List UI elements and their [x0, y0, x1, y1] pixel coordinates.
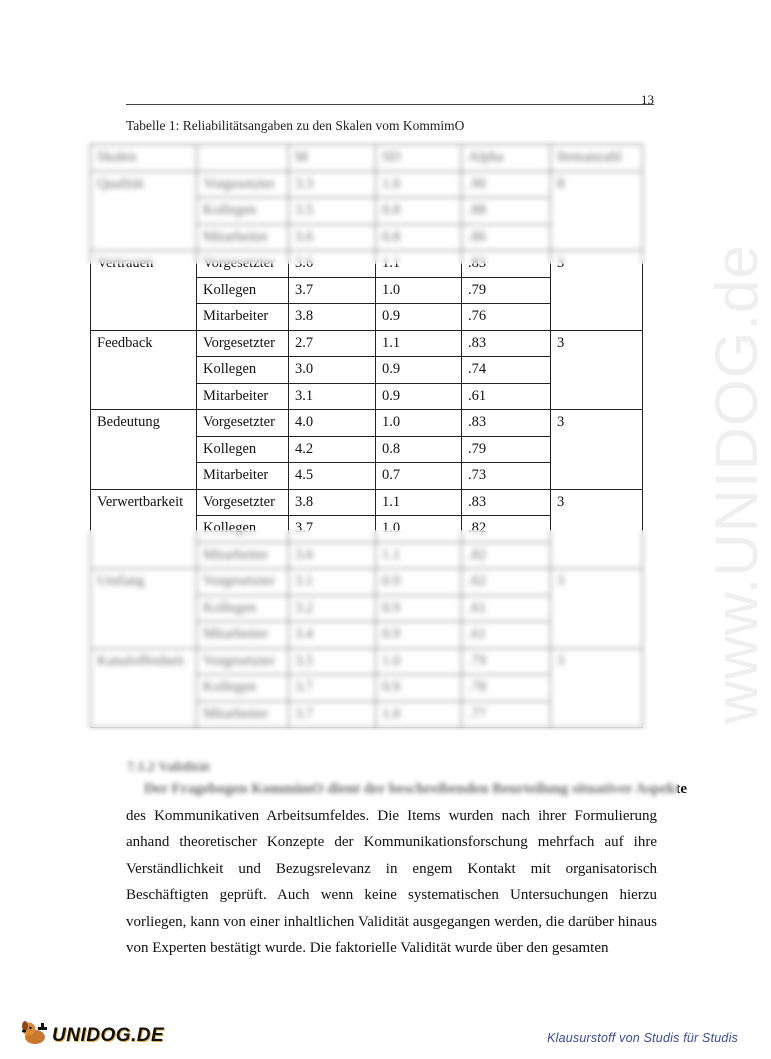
scale-name-cell: Kanaloffenheit	[91, 648, 197, 728]
mean-cell: 3.1	[289, 569, 376, 596]
item-count-cell: 8	[551, 171, 643, 251]
rater-cell: Vorgesetzter	[197, 410, 289, 437]
sd-cell: 1.1	[376, 542, 462, 569]
paragraph-line: Beschäftigten geprüft. Auch wenn keine systematischen Untersuchungen hierzu	[126, 887, 657, 903]
paragraph-line: des Kommunikativen Arbeitsumfeldes. Die Items wurden nach ihrer Formulierung	[126, 807, 657, 824]
mean-cell: 3.5	[289, 648, 376, 675]
scale-name-cell: Umfang	[91, 569, 197, 649]
sd-cell: 1.0	[376, 410, 462, 437]
section-heading: 7.1.2 Validität	[127, 760, 210, 775]
paragraph-line: Der Fragebogen KommimO dient der beschreibenden Beurteilung situativer Aspekte	[144, 781, 688, 797]
alpha-cell: .83	[462, 410, 551, 437]
alpha-cell: .74	[462, 357, 551, 384]
sd-cell: 1.0	[376, 701, 462, 728]
table-row	[91, 330, 643, 357]
scale-name-cell: Qualität	[91, 171, 197, 251]
rater-cell: Kollegen	[197, 436, 289, 463]
blur-overlay-bottom	[82, 530, 652, 730]
header-cell-sd: SD	[376, 145, 462, 172]
paragraph-line: anhand theoretischer Konzepte der Kommunikationsforschung mehrfach auf ihre	[126, 834, 657, 850]
sd-cell: 0.8	[376, 436, 462, 463]
alpha-cell: .79	[462, 648, 551, 675]
dog-mascot-icon	[20, 1018, 50, 1046]
rater-cell: Vorgesetzter	[197, 330, 289, 357]
rater-cell: Vorgesetzter	[197, 489, 289, 516]
mean-cell: 3.6	[289, 542, 376, 569]
item-count-cell: 3	[551, 489, 643, 569]
mean-cell: 4.0	[289, 410, 376, 437]
scale-name-cell: Verwertbarkeit	[91, 489, 197, 569]
scale-name-cell: Bedeutung	[91, 410, 197, 490]
item-count-cell: 3	[551, 251, 643, 331]
alpha-cell: .82	[462, 516, 551, 543]
sd-cell: 0.9	[376, 383, 462, 410]
sd-cell: 0.9	[376, 357, 462, 384]
table-row	[91, 410, 643, 437]
alpha-cell: .61	[462, 622, 551, 649]
alpha-cell: .62	[462, 569, 551, 596]
alpha-cell: .76	[462, 304, 551, 331]
rater-cell: Mitarbeiter	[197, 463, 289, 490]
rater-cell: Kollegen	[197, 675, 289, 702]
alpha-cell: .78	[462, 675, 551, 702]
alpha-cell: .77	[462, 701, 551, 728]
item-count-cell: 3	[551, 410, 643, 490]
table-row	[91, 489, 643, 516]
mean-cell: 3.7	[289, 701, 376, 728]
sd-cell: 0.7	[376, 463, 462, 490]
alpha-cell: .61	[462, 595, 551, 622]
mean-cell: 3.6	[289, 251, 376, 278]
header-cell-scale: Skalen	[91, 145, 197, 172]
mean-cell: 3.1	[289, 383, 376, 410]
alpha-cell: .86	[462, 224, 551, 251]
mean-cell: 3.6	[289, 224, 376, 251]
rater-cell: Kollegen	[197, 277, 289, 304]
mean-cell: 3.5	[289, 198, 376, 225]
sd-cell: 1.0	[376, 516, 462, 543]
blur-overlay-top	[82, 140, 652, 264]
scale-name-cell: Feedback	[91, 330, 197, 410]
footer-tagline: Klausurstoff von Studis für Studis	[547, 1031, 738, 1045]
item-count-cell: 3	[551, 648, 643, 728]
header-rule	[126, 104, 654, 105]
header-cell-items: Itemanzahl	[551, 145, 643, 172]
scale-name-cell: Vertrauen	[91, 251, 197, 331]
mean-cell: 3.7	[289, 516, 376, 543]
blur-overlay-text	[118, 752, 688, 802]
paragraph-line: vorliegen, kann von einer inhaltlichen Validität ausgegangen werden, die darüber hinaus	[126, 913, 657, 930]
mean-cell: 3.8	[289, 489, 376, 516]
table-caption: Tabelle 1: Reliabilitätsangaben zu den Skalen vom KommimO	[126, 118, 465, 133]
rater-cell: Vorgesetzter	[197, 569, 289, 596]
alpha-cell: .61	[462, 383, 551, 410]
alpha-cell: .83	[462, 489, 551, 516]
item-count-cell: 3	[551, 330, 643, 410]
paragraph-line: von Experten bestätigt wurde. Die faktorielle Validität wurde über den gesamten	[126, 940, 609, 956]
body-paragraph	[126, 776, 688, 962]
alpha-cell: .88	[462, 198, 551, 225]
page-number: 13	[641, 92, 654, 107]
item-count-cell: 3	[551, 569, 643, 649]
sd-cell: 1.0	[376, 277, 462, 304]
site-watermark: www.UNIDOG.de	[703, 244, 770, 724]
rater-cell: Vorgesetzter	[197, 171, 289, 198]
sd-cell: 0.9	[376, 595, 462, 622]
alpha-cell: .83	[462, 330, 551, 357]
rater-cell: Mitarbeiter	[197, 622, 289, 649]
sd-cell: 1.1	[376, 251, 462, 278]
rater-cell: Mitarbeiter	[197, 542, 289, 569]
alpha-cell: .82	[462, 542, 551, 569]
rater-cell: Mitarbeiter	[197, 701, 289, 728]
sd-cell: 1.1	[376, 489, 462, 516]
mean-cell: 3.0	[289, 357, 376, 384]
rater-cell: Vorgesetzter	[197, 251, 289, 278]
mean-cell: 3.7	[289, 277, 376, 304]
alpha-cell: .73	[462, 463, 551, 490]
sd-cell: 0.9	[376, 304, 462, 331]
logo-wordmark: UNIDOG.DE	[52, 1025, 165, 1046]
alpha-cell: .79	[462, 436, 551, 463]
rater-cell: Mitarbeiter	[197, 304, 289, 331]
header-cell-m: M	[289, 145, 376, 172]
sd-cell: 0.8	[376, 198, 462, 225]
alpha-cell: .79	[462, 277, 551, 304]
sd-cell: 1.0	[376, 648, 462, 675]
mean-cell: 3.8	[289, 304, 376, 331]
paragraph-line: Verständlichkeit und Bezugsrelevanz in engem Kontakt mit organisatorisch	[126, 860, 657, 877]
rater-cell: Kollegen	[197, 198, 289, 225]
mean-cell: 4.2	[289, 436, 376, 463]
footer-logo[interactable]	[20, 1018, 164, 1046]
mean-cell: 3.2	[289, 595, 376, 622]
mean-cell: 3.7	[289, 675, 376, 702]
rater-cell: Kollegen	[197, 357, 289, 384]
sd-cell: 0.9	[376, 622, 462, 649]
mean-cell: 3.3	[289, 171, 376, 198]
header-cell-alpha: Alpha	[462, 145, 551, 172]
alpha-cell: .83	[462, 251, 551, 278]
rater-cell: Kollegen	[197, 595, 289, 622]
rater-cell: Mitarbeiter	[197, 224, 289, 251]
rater-cell: Vorgesetzter	[197, 648, 289, 675]
sd-cell: 0.9	[376, 675, 462, 702]
sd-cell: 1.0	[376, 171, 462, 198]
mean-cell: 4.5	[289, 463, 376, 490]
mean-cell: 2.7	[289, 330, 376, 357]
mean-cell: 3.4	[289, 622, 376, 649]
sd-cell: 1.1	[376, 330, 462, 357]
rater-cell: Kollegen	[197, 516, 289, 543]
sd-cell: 0.9	[376, 569, 462, 596]
alpha-cell: .90	[462, 171, 551, 198]
rater-cell: Mitarbeiter	[197, 383, 289, 410]
sd-cell: 0.8	[376, 224, 462, 251]
